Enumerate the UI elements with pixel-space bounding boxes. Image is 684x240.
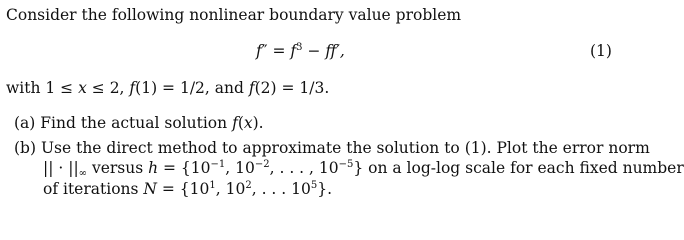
- part-a: [14, 114, 264, 132]
- h-var: h: [148, 159, 159, 177]
- eq-f: f: [256, 42, 262, 60]
- norm-symbol: || · ||: [43, 159, 79, 177]
- cond-le2: ≤: [86, 79, 110, 97]
- cond-le1: ≤: [55, 79, 79, 97]
- cond-f1: f: [129, 79, 136, 97]
- eq-dprime: ″: [261, 42, 268, 60]
- cond-with: with: [6, 79, 46, 97]
- equation-number: [590, 42, 612, 60]
- part-a-paren-open: (: [237, 114, 244, 132]
- h-comma1: , 10: [225, 159, 255, 177]
- part-b-line1: [14, 139, 650, 157]
- equation-line: [256, 42, 345, 60]
- equation-number-text: (1): [590, 42, 612, 60]
- n-ellipsis: , . . . 10: [251, 180, 311, 198]
- eq-equals: =: [267, 42, 291, 60]
- versus-text: versus: [87, 159, 149, 177]
- part-a-f: f: [232, 114, 238, 132]
- cond-f2-arg: (2) = 1/3.: [254, 79, 330, 97]
- part-a-text: Find the actual solution: [40, 114, 233, 132]
- n-set-close: }.: [317, 180, 333, 198]
- cond-x: x: [78, 79, 87, 97]
- h-set-close: } on a log-log scale for each fixed number: [353, 159, 684, 177]
- part-a-label: (a): [14, 114, 36, 132]
- eq-ffprime: ff′,: [325, 42, 345, 60]
- norm-sub: ∞: [78, 168, 88, 179]
- h-ellipsis: , . . . , 10: [269, 159, 339, 177]
- eq-minus: −: [302, 42, 326, 60]
- n-comma: , 10: [215, 180, 246, 198]
- part-b-label: (b): [14, 139, 37, 157]
- n-exp2: 2: [245, 180, 252, 191]
- intro-text: Consider the following nonlinear boundary value problem: [6, 6, 462, 24]
- part-b-line1-text: Use the direct method to approximate the solution to (1). Plot the error norm: [40, 139, 650, 157]
- n-var: N: [143, 180, 157, 198]
- cond-f1-arg: (1) = 1/2, and: [135, 79, 249, 97]
- h-set-open: = {10: [158, 159, 211, 177]
- h-exp1: −1: [210, 159, 226, 170]
- part-b-line2: [43, 159, 684, 177]
- part-b-line3: [43, 180, 332, 198]
- cond-one: 1: [45, 79, 56, 97]
- h-exp3: −5: [338, 159, 354, 170]
- conditions-line: [6, 79, 329, 97]
- n-exp3: 5: [310, 180, 318, 191]
- problem-intro: [6, 6, 461, 24]
- cond-f2: f: [248, 79, 255, 97]
- part-a-x: x: [243, 114, 253, 132]
- part-a-paren-close: ).: [252, 114, 264, 132]
- h-exp2: −2: [254, 159, 270, 170]
- line3-prefix: of iterations: [43, 180, 144, 198]
- cond-two: 2,: [109, 79, 130, 97]
- eq-f3-exp: 3: [296, 42, 303, 53]
- n-set-open: = {10: [156, 180, 210, 198]
- n-exp1: 1: [209, 180, 216, 191]
- eq-f3-base: f: [290, 42, 297, 60]
